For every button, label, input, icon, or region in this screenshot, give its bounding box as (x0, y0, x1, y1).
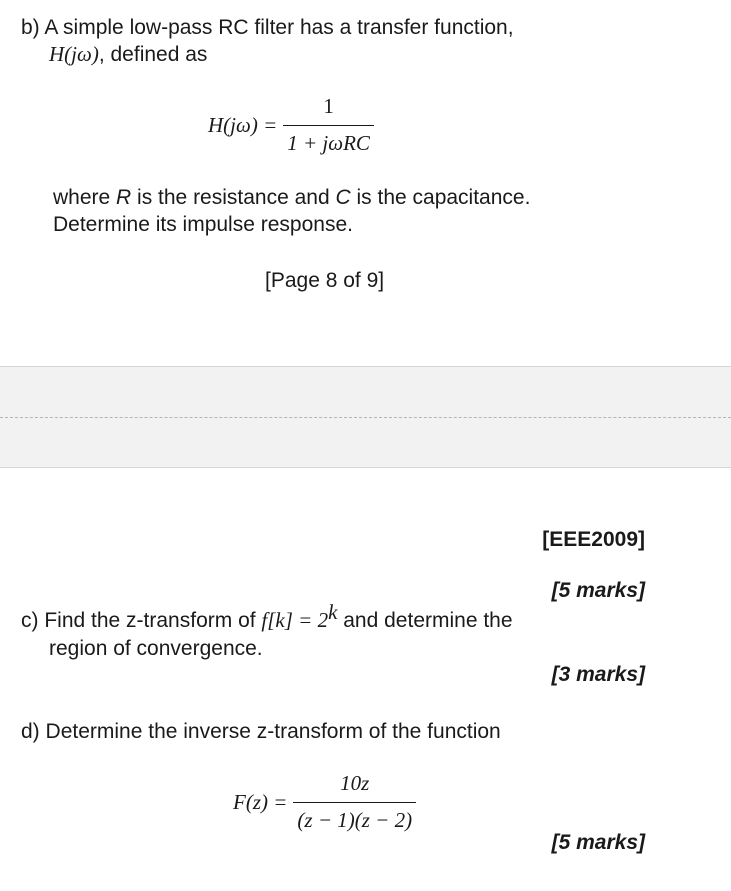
capacitance-symbol: C (335, 186, 351, 209)
where-mid: is the resistance and (131, 186, 336, 209)
f-z-numerator: 10z (340, 771, 370, 795)
part-c-exponent: k (328, 600, 338, 624)
part-c-post: and determine the (337, 609, 513, 632)
part-b-line2 (49, 41, 207, 68)
part-c-label: c) (21, 609, 39, 632)
part-b-intro: A simple low-pass RC filter has a transfer function, (44, 16, 514, 39)
part-b-line1 (21, 14, 514, 41)
part-d-label: d) (21, 720, 40, 743)
equation-fraction (283, 94, 374, 156)
course-code: [EEE2009] (542, 528, 645, 551)
part-b-where-line (53, 184, 530, 211)
where-post: is the capacitance. (350, 186, 531, 209)
equation-lhs: H(jω) = (208, 112, 278, 137)
part-d-line1 (21, 718, 501, 745)
f-z-fraction (293, 771, 416, 833)
part-c-marks: [3 marks] (551, 663, 645, 686)
resistance-symbol: R (116, 186, 132, 209)
part-c-line2: region of convergence. (49, 637, 263, 660)
equation-denominator: 1 + jωRC (283, 125, 374, 156)
part-c-line1 (21, 600, 513, 634)
page-break-divider (0, 417, 731, 418)
part-d-marks: [5 marks] (551, 831, 645, 854)
equation-numerator: 1 (323, 94, 334, 118)
part-d-text: Determine the inverse z-transform of the function (45, 720, 501, 743)
f-z-lhs: F(z) = (233, 789, 288, 814)
defined-as-text: , defined as (98, 43, 208, 66)
page-indicator: [Page 8 of 9] (265, 269, 385, 292)
inverse-z-equation (233, 771, 416, 833)
f-z-denominator: (z − 1)(z − 2) (293, 802, 416, 833)
part-b-label: b) (21, 16, 40, 39)
transfer-function-equation (208, 94, 374, 156)
part-c-function: f[k] = 2 (261, 608, 329, 632)
part-b-task: Determine its impulse response. (53, 213, 353, 236)
part-c-pre: Find the z-transform of (44, 609, 262, 632)
where-pre: where (53, 186, 117, 209)
marks-label-1: [5 marks] (551, 579, 645, 602)
transfer-function-symbol: H(jω) (49, 42, 99, 66)
